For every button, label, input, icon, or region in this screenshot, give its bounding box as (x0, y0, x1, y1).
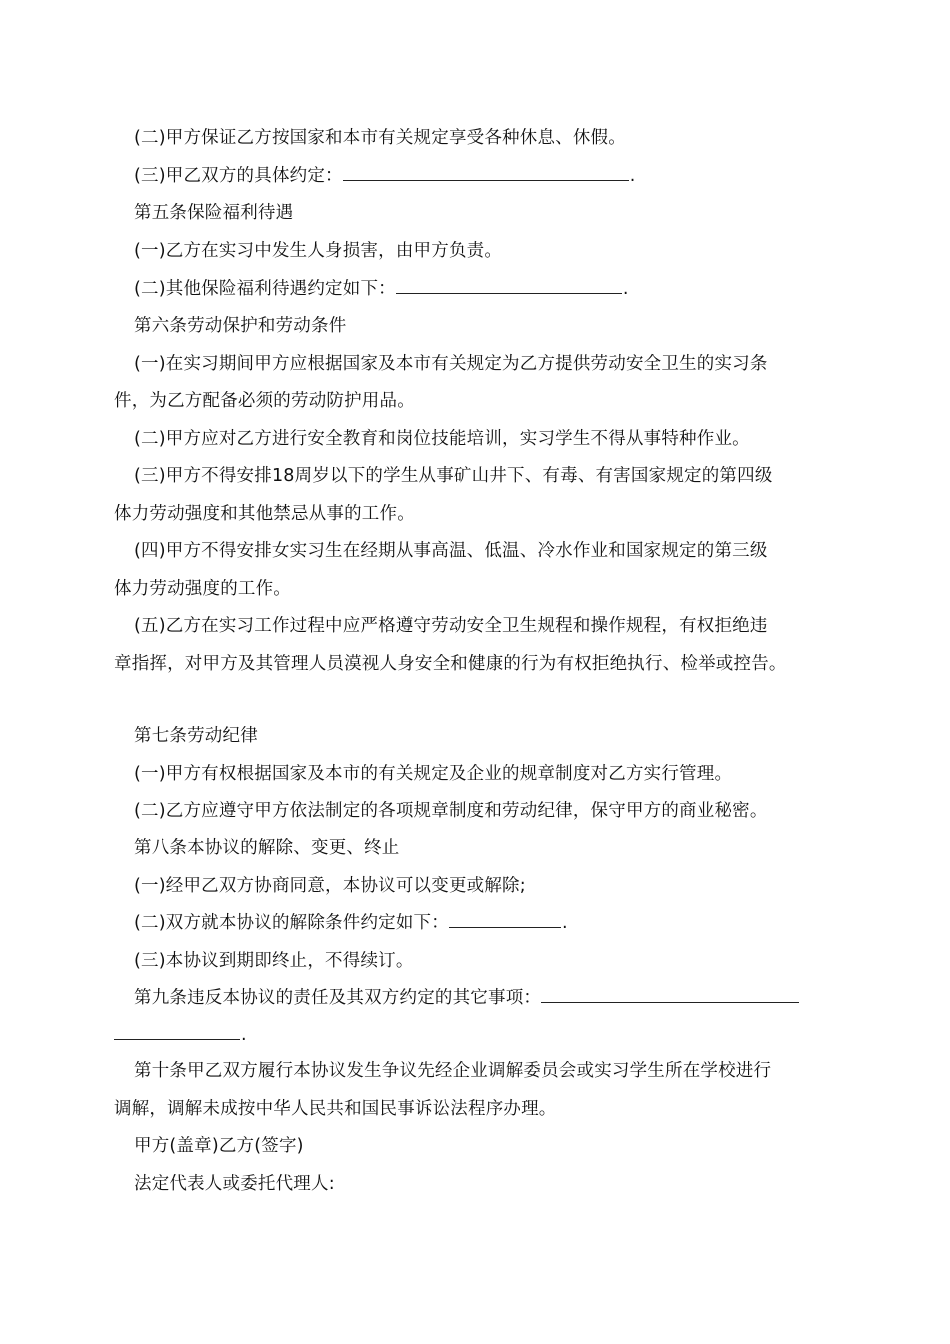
clause-9-line-1: 第九条违反本协议的责任及其双方约定的其它事项： (134, 986, 864, 1010)
clause-6-item-4-line-1: (四)甲方不得安排女实习生在经期从事高温、低温、冷水作业和国家规定的第三级 (134, 541, 768, 561)
clause-8-heading: 第八条本协议的解除、变更、终止 (134, 838, 400, 858)
clause-10-line-2: 调解，调解未成按中华人民共和国民事诉讼法程序办理。 (114, 1099, 557, 1119)
clause-5-item-2: (二)其他保险福利待遇约定如下： . (134, 279, 629, 299)
clause-8-item-1: (一)经甲乙双方协商同意，本协议可以变更或解除; (134, 876, 526, 896)
clause-5-heading: 第五条保险福利待遇 (134, 203, 294, 223)
clause-6-heading: 第六条劳动保护和劳动条件 (134, 316, 347, 336)
clause-8-item-3: (三)本协议到期即终止，不得续订。 (134, 951, 414, 971)
clause-7-heading: 第七条劳动纪律 (134, 726, 258, 746)
clause-4-item-2: (二)甲方保证乙方按国家和本市有关规定享受各种休息、休假。 (134, 128, 626, 148)
fill-blank (343, 164, 629, 181)
fill-blank (396, 277, 622, 294)
clause-10-line-1: 第十条甲乙双方履行本协议发生争议先经企业调解委员会或实习学生所在学校进行 (134, 1061, 772, 1081)
clause-6-item-5-line-1: (五)乙方在实习工作过程中应严格遵守劳动安全卫生规程和操作规程，有权拒绝违 (134, 616, 768, 636)
clause-5-item-1: (一)乙方在实习中发生人身损害，由甲方负责。 (134, 241, 503, 261)
fill-blank (449, 911, 561, 928)
fill-blank (114, 1023, 240, 1040)
clause-6-item-3-line-2: 体力劳动强度和其他禁忌从事的工作。 (114, 504, 415, 524)
clause-4-item-3: (三)甲乙双方的具体约定： . (134, 166, 636, 186)
clause-8-item-2: (二)双方就本协议的解除条件约定如下： . (134, 913, 568, 933)
clause-9-line-2: . (114, 1023, 844, 1047)
fill-blank (541, 986, 799, 1003)
clause-6-item-3-line-1: (三)甲方不得安排18周岁以下的学生从事矿山井下、有毒、有害国家规定的第四级 (134, 466, 773, 486)
signature-parties: 甲方(盖章)乙方(签字) (134, 1136, 304, 1156)
clause-6-item-1-line-2: 件，为乙方配备必须的劳动防护用品。 (114, 391, 415, 411)
clause-7-item-1: (一)甲方有权根据国家及本市的有关规定及企业的规章制度对乙方实行管理。 (134, 764, 733, 784)
clause-6-item-1-line-1: (一)在实习期间甲方应根据国家及本市有关规定为乙方提供劳动安全卫生的实习条 (134, 354, 768, 374)
clause-6-item-4-line-2: 体力劳动强度的工作。 (114, 579, 291, 599)
clause-7-item-2: (二)乙方应遵守甲方依法制定的各项规章制度和劳动纪律，保守甲方的商业秘密。 (134, 801, 768, 821)
clause-6-item-2: (二)甲方应对乙方进行安全教育和岗位技能培训，实习学生不得从事特种作业。 (134, 429, 750, 449)
legal-representative: 法定代表人或委托代理人: (134, 1174, 335, 1194)
clause-6-item-5-line-2: 章指挥，对甲方及其管理人员漠视人身安全和健康的行为有权拒绝执行、检举或控告。 (114, 654, 787, 674)
